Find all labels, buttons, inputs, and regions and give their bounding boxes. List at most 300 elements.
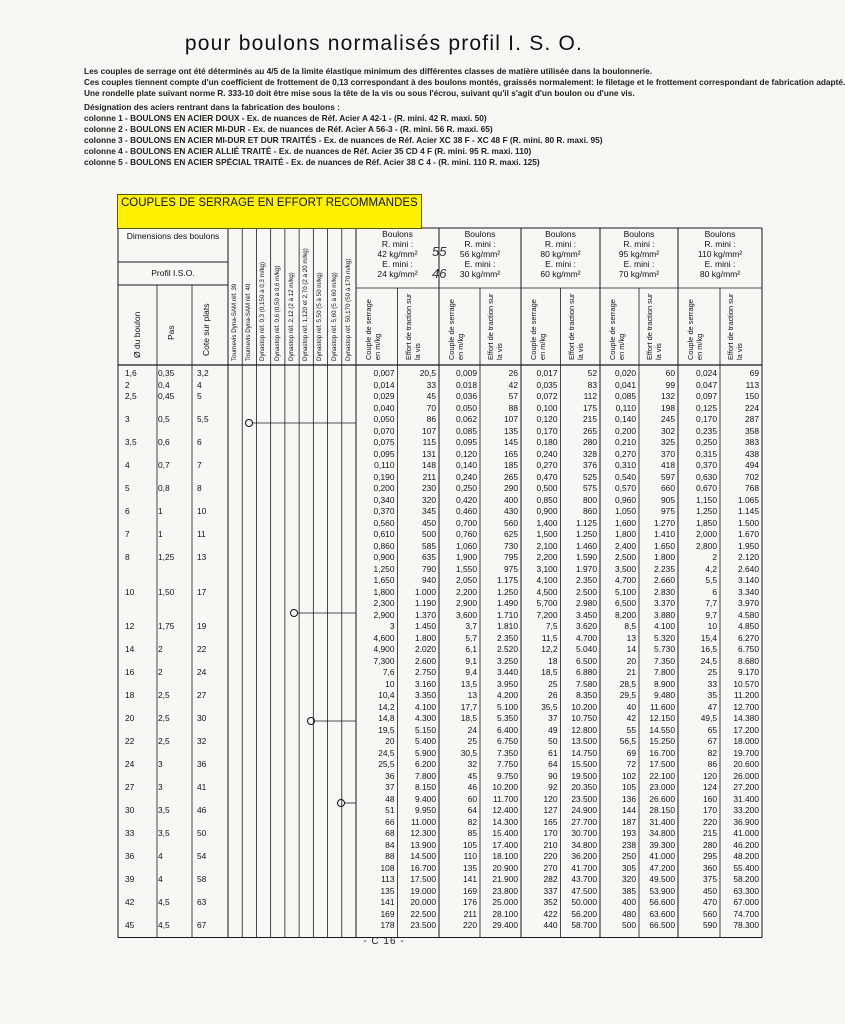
page-footer: - C 16 - xyxy=(363,936,405,947)
cell-tension: 5.320 xyxy=(654,632,675,643)
cell-tension: 5.350 xyxy=(497,713,518,723)
cell-tension: 13.500 xyxy=(571,736,597,746)
cell-tension: 790 xyxy=(422,563,436,574)
cell-torque: 0,050 xyxy=(373,414,395,424)
cell-torque: 0,125 xyxy=(696,402,717,413)
cell-tension: 5.150 xyxy=(415,724,436,735)
cell-tension: 6.750 xyxy=(497,736,518,746)
cell-tension: 25.000 xyxy=(492,897,518,907)
cell-torque: 9,4 xyxy=(465,667,477,677)
cell-torque: 88 xyxy=(385,851,395,861)
cell-tension: 1.800 xyxy=(415,632,436,643)
cell-torque: 170 xyxy=(543,828,558,838)
cell-tension: 67.000 xyxy=(733,897,759,907)
cell-tension: 3.450 xyxy=(576,609,597,620)
cell-tension: 17.500 xyxy=(649,759,675,769)
cell-torque: 560 xyxy=(703,908,717,919)
cell-tension: 1.650 xyxy=(654,540,675,551)
cell-torque: 7,6 xyxy=(382,667,395,677)
cell-across-flats: 11 xyxy=(197,529,206,539)
cell-tension: 18.000 xyxy=(733,736,759,746)
cell-torque: 0,315 xyxy=(696,448,717,459)
cell-torque: 0,024 xyxy=(696,368,717,378)
cell-torque: 0,850 xyxy=(536,494,558,505)
cell-torque: 25 xyxy=(707,667,717,677)
cell-tension: 4.850 xyxy=(738,621,759,631)
cell-tension: 4.100 xyxy=(415,701,436,712)
cell-torque: 2,400 xyxy=(615,540,636,551)
cell-pitch: 2 xyxy=(158,644,163,654)
cell-torque: 0,200 xyxy=(615,425,636,436)
cell-torque: 1,800 xyxy=(373,586,395,597)
cell-torque: 0,097 xyxy=(696,391,717,401)
cell-tension: 3.250 xyxy=(497,655,518,666)
cell-torque: 105 xyxy=(622,782,636,792)
cell-tension: 20.350 xyxy=(571,782,597,792)
cell-torque: 1,800 xyxy=(615,529,636,539)
cell-tension: 52 xyxy=(587,368,597,378)
cell-tension: 660 xyxy=(661,483,675,493)
cell-pitch: 0,35 xyxy=(158,368,175,378)
cell-diameter: 8 xyxy=(125,552,130,562)
cell-tension: 8.350 xyxy=(576,690,597,700)
cell-tension: 1.810 xyxy=(497,621,518,631)
cell-pitch: 3 xyxy=(158,782,163,792)
cell-diameter: 27 xyxy=(125,782,135,792)
cell-diameter: 2 xyxy=(125,379,130,390)
cell-tension: 28.150 xyxy=(649,805,675,815)
torque-column-label: Couple de serrage en m/kg xyxy=(608,299,626,360)
cell-tension: 17.200 xyxy=(733,724,759,735)
cell-torque: 238 xyxy=(622,839,636,850)
cell-torque: 49 xyxy=(548,724,558,735)
cell-tension: 107 xyxy=(504,414,518,424)
cell-torque: 5,100 xyxy=(615,586,636,597)
cell-tension: 376 xyxy=(583,460,597,470)
cell-tension: 1.065 xyxy=(738,494,759,505)
cell-tension: 7.800 xyxy=(415,770,436,781)
cell-torque: 92 xyxy=(548,782,558,792)
cell-tension: 11.200 xyxy=(734,690,759,700)
dynastop-column-label: Dynastop réf. 50,170 (50 à 170 m/kg) xyxy=(344,258,352,361)
dynastop-column-label: Dynastop réf. 5,50 (5 à 50 m/kg) xyxy=(316,272,324,361)
bolt-class-header: R. mini : xyxy=(381,239,414,249)
cell-tension: 1.950 xyxy=(738,540,759,551)
cell-tension: 3.340 xyxy=(738,586,759,597)
cell-tension: 575 xyxy=(583,483,597,493)
cell-tension: 22.500 xyxy=(410,908,436,919)
cell-torque: 282 xyxy=(543,874,558,884)
cell-torque: 55 xyxy=(626,724,636,735)
cell-tension: 10.570 xyxy=(733,678,759,689)
cell-torque: 35,5 xyxy=(541,701,558,712)
cell-diameter: 30 xyxy=(125,805,135,815)
range-marker-icon xyxy=(245,419,253,427)
bolt-class-header: 80 kg/mm² xyxy=(540,249,581,259)
cell-tension: 13.900 xyxy=(410,839,436,850)
cell-tension: 6.880 xyxy=(576,667,597,677)
cell-tension: 418 xyxy=(661,460,675,470)
cell-torque: 480 xyxy=(622,908,636,919)
cell-tension: 23.500 xyxy=(571,793,597,804)
cell-torque: 84 xyxy=(385,839,395,850)
torque-column-label: Couple de serrage en m/kg xyxy=(529,299,547,360)
cell-torque: 72 xyxy=(626,759,636,769)
cell-torque: 3,600 xyxy=(456,609,477,620)
cell-tension: 1.190 xyxy=(415,598,436,608)
cell-tension: 302 xyxy=(661,425,675,436)
cell-across-flats: 4 xyxy=(197,379,202,390)
cell-torque: 0,140 xyxy=(615,414,636,424)
cell-torque: 82 xyxy=(467,816,477,827)
cell-torque: 0,860 xyxy=(373,540,395,551)
cell-tension: 1.670 xyxy=(738,529,759,539)
cell-pitch: 2,5 xyxy=(158,713,170,723)
cell-torque: 0,700 xyxy=(456,517,477,528)
cell-torque: 18,5 xyxy=(460,713,477,723)
cell-torque: 8,5 xyxy=(624,621,636,631)
cell-torque: 102 xyxy=(622,770,636,781)
cell-torque: 0,085 xyxy=(615,391,636,401)
cell-torque: 113 xyxy=(381,874,395,884)
cell-diameter: 22 xyxy=(125,736,135,746)
cell-torque: 10 xyxy=(707,621,717,631)
tension-column-label: Effort de traction sur la vis xyxy=(566,293,585,360)
cell-torque: 4,600 xyxy=(373,632,395,643)
cell-across-flats: 17 xyxy=(197,586,207,597)
cell-torque: 0,210 xyxy=(615,437,636,447)
cell-tension: 345 xyxy=(422,506,436,516)
cell-torque: 16,5 xyxy=(700,644,717,654)
cell-tension: 16.700 xyxy=(649,747,675,758)
cell-torque: 6 xyxy=(712,586,717,597)
cell-tension: 16.700 xyxy=(410,862,436,873)
cell-tension: 585 xyxy=(422,540,436,551)
intro-line: colonne 5 - BOULONS EN ACIER SPÉCIAL TRAITÉ - Ex. de nuances de Réf. Acier 38 C 4 - (R. mini. 110 R. maxi. 125) xyxy=(84,157,540,167)
cell-tension: 131 xyxy=(422,448,436,459)
cell-tension: 4.100 xyxy=(654,621,675,631)
profil-header: Profil I.S.O. xyxy=(151,268,195,278)
cell-torque: 48 xyxy=(385,793,395,804)
dynastop-column-label: Dynastop réf. 0,6 (0,50 à 0,6 m/kg) xyxy=(273,265,281,361)
cell-across-flats: 13 xyxy=(197,552,207,562)
cell-torque: 69 xyxy=(626,747,636,758)
cell-torque: 0,018 xyxy=(456,379,477,390)
cell-tension: 132 xyxy=(661,391,675,401)
cell-across-flats: 5 xyxy=(197,391,202,401)
cell-diameter: 14 xyxy=(125,644,135,654)
cell-across-flats: 36 xyxy=(197,759,207,769)
cell-torque: 25 xyxy=(548,678,558,689)
cell-torque: 0,095 xyxy=(456,437,477,447)
cell-tension: 165 xyxy=(504,448,518,459)
cell-torque: 49,5 xyxy=(700,713,717,723)
cell-tension: 5.040 xyxy=(576,644,597,654)
cell-tension: 31.400 xyxy=(733,793,759,804)
cell-tension: 8.900 xyxy=(654,678,675,689)
cell-torque: 12,2 xyxy=(541,644,558,654)
cell-torque: 0,190 xyxy=(373,471,395,482)
cell-diameter: 42 xyxy=(125,897,135,907)
cell-tension: 1.590 xyxy=(576,552,597,562)
cell-across-flats: 24 xyxy=(197,667,207,677)
cell-tension: 23.500 xyxy=(410,920,436,930)
cell-tension: 49.500 xyxy=(649,874,675,884)
cell-tension: 17.400 xyxy=(492,839,518,850)
bolt-class-header: 30 kg/mm² xyxy=(459,269,501,279)
cell-pitch: 0,45 xyxy=(158,391,175,401)
cell-across-flats: 3,2 xyxy=(197,368,209,378)
cell-torque: 18 xyxy=(548,655,558,666)
cell-torque: 3,500 xyxy=(615,563,636,574)
cell-torque: 1,400 xyxy=(536,517,558,528)
cell-torque: 40 xyxy=(626,701,636,712)
cell-torque: 141 xyxy=(463,874,477,884)
cell-tension: 280 xyxy=(583,437,597,447)
cell-torque: 2,800 xyxy=(696,540,717,551)
bolt-class-header: 24 kg/mm² xyxy=(377,269,418,279)
cell-tension: 11.600 xyxy=(650,701,675,712)
cell-tension: 34.800 xyxy=(571,839,597,850)
cell-torque: 220 xyxy=(463,920,477,930)
cell-tension: 525 xyxy=(583,471,597,482)
tension-column-label: Effort de traction sur la vis xyxy=(403,293,422,360)
cell-torque: 18,5 xyxy=(541,667,558,677)
cell-torque: 1,500 xyxy=(536,529,558,539)
bolt-class-header: Boulons xyxy=(464,229,496,239)
cell-tension: 370 xyxy=(661,448,675,459)
cell-torque: 1,250 xyxy=(373,563,395,574)
cell-diameter: 2,5 xyxy=(125,391,137,401)
cell-torque: 135 xyxy=(380,885,395,896)
dimensions-header: Dimensions des boulons xyxy=(126,231,220,241)
cell-torque: 32 xyxy=(467,759,477,769)
cell-tension: 198 xyxy=(661,402,675,413)
intro-line: Une rondelle plate suivant norme R. 333-10 doit être mise sous la tête de la vis ou sous l'écrou, suivant qu'il s'agit d'un boulon ou d'une vis. xyxy=(84,88,635,98)
cell-pitch: 1,50 xyxy=(158,586,175,597)
cell-tension: 6.500 xyxy=(576,655,597,666)
cell-tension: 19.700 xyxy=(733,747,759,758)
cell-torque: 5,7 xyxy=(465,632,477,643)
cell-pitch: 1 xyxy=(158,506,163,516)
cell-tension: 14.550 xyxy=(649,724,675,735)
cell-tension: 15.400 xyxy=(492,828,518,838)
cell-across-flats: 27 xyxy=(197,690,207,700)
torque-column-label: Couple de serrage en m/kg xyxy=(447,299,465,360)
cell-torque: 305 xyxy=(622,862,636,873)
cell-tension: 9.950 xyxy=(415,805,436,815)
cell-tension: 1.800 xyxy=(654,552,675,562)
cell-torque: 0,040 xyxy=(373,402,395,413)
handwritten-mark: 46 xyxy=(432,266,447,281)
cell-tension: 63.600 xyxy=(649,908,675,919)
cell-torque: 0,340 xyxy=(373,494,395,505)
cell-pitch: 3 xyxy=(158,759,163,769)
cell-tension: 2.500 xyxy=(576,586,597,597)
cell-tension: 10.200 xyxy=(492,782,518,792)
cell-torque: 352 xyxy=(543,897,558,907)
cell-diameter: 20 xyxy=(125,713,135,723)
cell-torque: 0,900 xyxy=(373,552,395,562)
cell-torque: 0,120 xyxy=(536,414,558,424)
cell-tension: 245 xyxy=(661,414,675,424)
cell-torque: 90 xyxy=(548,770,558,781)
cell-torque: 211 xyxy=(463,908,477,919)
cell-torque: 0,460 xyxy=(456,506,477,516)
cell-diameter: 12 xyxy=(125,621,135,631)
cell-torque: 0,140 xyxy=(456,460,477,470)
cell-across-flats: 67 xyxy=(197,920,207,930)
cell-tension: 5.400 xyxy=(415,736,436,746)
cell-tension: 6.200 xyxy=(415,759,436,769)
cell-tension: 230 xyxy=(422,483,436,493)
across-flats-header: Cote sur plats xyxy=(201,303,211,356)
cell-torque: 26 xyxy=(548,690,558,700)
cell-diameter: 39 xyxy=(125,874,135,884)
cell-tension: 185 xyxy=(504,460,518,470)
cell-tension: 63.300 xyxy=(733,885,759,896)
cell-diameter: 36 xyxy=(125,851,135,861)
cell-tension: 5.100 xyxy=(497,701,518,712)
cell-diameter: 5 xyxy=(125,483,130,493)
cell-torque: 8,200 xyxy=(615,609,636,620)
cell-tension: 14.380 xyxy=(733,713,759,723)
cell-diameter: 3,5 xyxy=(125,437,137,447)
cell-torque: 0,100 xyxy=(536,402,558,413)
cell-tension: 1.370 xyxy=(415,609,436,620)
cell-torque: 2,100 xyxy=(536,540,558,551)
bolt-class-header: 70 kg/mm² xyxy=(618,269,660,279)
cell-tension: 17.500 xyxy=(410,874,436,884)
cell-tension: 3.620 xyxy=(576,621,597,631)
cell-tension: 795 xyxy=(504,552,518,562)
cell-tension: 47.500 xyxy=(571,885,597,896)
cell-pitch: 0,6 xyxy=(158,437,170,447)
cell-pitch: 4,5 xyxy=(158,897,170,907)
cell-torque: 64 xyxy=(548,759,558,769)
cell-tension: 560 xyxy=(504,517,518,528)
cell-torque: 193 xyxy=(622,828,636,838)
cell-pitch: 1,25 xyxy=(158,552,175,562)
bolt-class-header: 95 kg/mm² xyxy=(618,249,660,259)
cell-torque: 0,570 xyxy=(615,483,636,493)
cell-tension: 69 xyxy=(749,368,759,378)
cell-torque: 13,5 xyxy=(460,678,477,689)
cell-torque: 2,050 xyxy=(456,575,477,585)
cell-torque: 7,200 xyxy=(536,609,558,620)
cell-tension: 5.730 xyxy=(654,644,675,654)
cell-tension: 975 xyxy=(661,506,675,516)
cell-tension: 940 xyxy=(422,575,436,585)
range-marker-icon xyxy=(337,799,345,807)
cell-tension: 12.700 xyxy=(733,701,759,712)
cell-torque: 20 xyxy=(626,655,636,666)
cell-tension: 430 xyxy=(504,506,518,516)
cell-torque: 9,1 xyxy=(465,655,477,666)
cell-tension: 905 xyxy=(661,494,675,505)
cell-torque: 0,047 xyxy=(696,379,717,390)
cell-torque: 0,170 xyxy=(536,425,558,436)
cell-tension: 7.750 xyxy=(497,759,518,769)
cell-torque: 36 xyxy=(385,770,395,781)
cell-torque: 440 xyxy=(543,920,558,930)
cell-torque: 1,250 xyxy=(696,506,717,516)
cell-tension: 36.900 xyxy=(733,816,759,827)
cell-tension: 4.580 xyxy=(738,609,759,620)
cell-torque: 6,1 xyxy=(465,644,477,654)
bolt-class-header: 56 kg/mm² xyxy=(459,249,501,259)
cell-across-flats: 5,5 xyxy=(197,414,209,424)
cell-tension: 53.900 xyxy=(649,885,675,896)
cell-torque: 65 xyxy=(707,724,717,735)
cell-torque: 64 xyxy=(467,805,477,815)
cell-tension: 148 xyxy=(422,460,436,470)
cell-tension: 290 xyxy=(504,483,518,493)
cell-tension: 3.970 xyxy=(738,598,759,608)
cell-torque: 169 xyxy=(380,908,395,919)
cell-tension: 10.200 xyxy=(571,701,597,712)
cell-tension: 9.170 xyxy=(738,667,759,677)
cell-pitch: 0,4 xyxy=(158,379,170,390)
cell-tension: 2.600 xyxy=(415,655,436,666)
cell-tension: 494 xyxy=(745,460,759,470)
cell-across-flats: 10 xyxy=(197,506,207,516)
cell-pitch: 4 xyxy=(158,851,163,861)
bolt-class-header: R. mini : xyxy=(544,239,577,249)
cell-torque: 0,240 xyxy=(536,448,558,459)
cell-tension: 2.020 xyxy=(415,644,436,654)
cell-torque: 124 xyxy=(703,782,717,792)
cell-torque: 21 xyxy=(626,667,636,677)
cell-torque: 0,075 xyxy=(373,437,395,447)
intro-line: Les couples de serrage ont été déterminés au 4/5 de la limite élastique minimum des différentes classes de matière utilisée dans la boulonnerie. xyxy=(84,66,653,76)
cell-tension: 36.200 xyxy=(571,851,597,861)
cell-torque: 2,900 xyxy=(373,609,395,620)
cell-diameter: 4 xyxy=(125,460,130,470)
cell-torque: 0,250 xyxy=(456,483,477,493)
cell-torque: 1,060 xyxy=(456,540,477,551)
cell-tension: 22.100 xyxy=(649,770,675,781)
cell-tension: 2.235 xyxy=(654,563,675,574)
cell-tension: 8.680 xyxy=(738,655,759,666)
cell-across-flats: 63 xyxy=(197,897,207,907)
cell-tension: 2.640 xyxy=(738,563,759,574)
cell-torque: 0,310 xyxy=(615,460,636,470)
cell-torque: 500 xyxy=(622,920,636,930)
cell-torque: 0,070 xyxy=(373,425,395,436)
cell-tension: 88 xyxy=(508,402,518,413)
cell-tension: 15.250 xyxy=(649,736,675,746)
cell-tension: 1.250 xyxy=(497,586,518,597)
dynastop-column-label: Dynastop réf. 1,120 et 2,70 (2 à 20 m/kg) xyxy=(302,248,310,361)
cell-torque: 0,041 xyxy=(615,379,636,390)
cell-torque: 35 xyxy=(707,690,717,700)
cell-tension: 33.200 xyxy=(733,805,759,815)
cell-tension: 2.350 xyxy=(497,632,518,643)
diameter-header: Ø du boulon xyxy=(132,311,142,358)
cell-torque: 3,7 xyxy=(465,621,477,631)
cell-torque: 270 xyxy=(543,862,558,873)
cell-tension: 18.100 xyxy=(492,851,518,861)
cell-tension: 8.150 xyxy=(415,782,436,792)
cell-tension: 1.175 xyxy=(497,575,518,585)
cell-tension: 215 xyxy=(583,414,597,424)
cell-torque: 0,036 xyxy=(456,391,477,401)
cell-torque: 0,017 xyxy=(536,368,558,378)
cell-torque: 0,110 xyxy=(374,460,395,470)
range-marker-icon xyxy=(307,717,315,725)
cell-torque: 0,370 xyxy=(696,460,717,470)
